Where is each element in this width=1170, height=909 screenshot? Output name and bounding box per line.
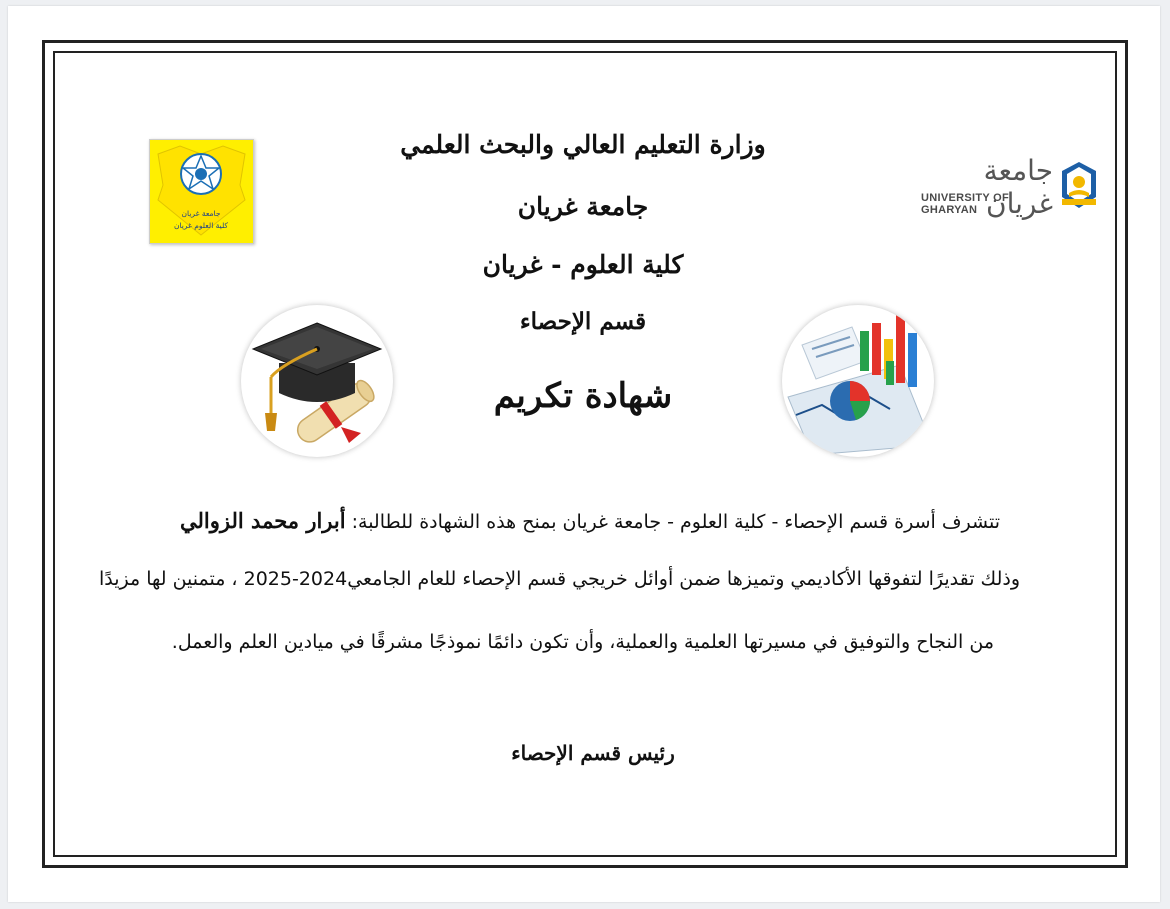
university-emblem-icon [1059, 160, 1099, 210]
ministry-title: وزارة التعليم العالي والبحث العلمي [400, 130, 766, 159]
department-title: قسم الإحصاء [519, 308, 647, 335]
certificate-body-line1 [180, 508, 1000, 533]
certificate-body-line3: من النجاح والتوفيق في مسيرتها العلمية والعملية، وأن تكون دائمًا نموذجًا مشرقًا في ميادين العلم والعمل. [171, 631, 994, 653]
university-logo-arabic: جامعة غريان [983, 154, 1053, 220]
statistics-chart-icon [782, 305, 934, 457]
certificate-page [8, 6, 1160, 902]
intro-text: تتشرف أسرة قسم الإحصاء - كلية العلوم - جامعة غريان بمنح هذه الشهادة للطالبة: [351, 511, 1000, 533]
faculty-logo [149, 139, 254, 244]
faculty-logo-line1: جامعة غريان [181, 209, 221, 218]
certificate-title: شهادة تكريم [493, 376, 673, 416]
department-head-signature: رئيس قسم الإحصاء [511, 741, 675, 765]
university-logo [921, 154, 1099, 220]
student-name: أبرار محمد الزوالي [180, 508, 346, 533]
graduation-cap-icon [241, 305, 393, 457]
university-title: جامعة غريان [517, 192, 649, 221]
faculty-emblem-icon [150, 140, 253, 243]
university-logo-english: UNIVERSITY OF GHARYAN [921, 192, 1010, 216]
faculty-title: كلية العلوم - غريان [482, 250, 684, 279]
graduation-image [241, 305, 393, 457]
statistics-image [782, 305, 934, 457]
faculty-logo-line2: كلية العلوم غريان [173, 221, 229, 230]
certificate-body-line2: وذلك تقديرًا لتفوقها الأكاديمي وتميزها ضمن أوائل خريجي قسم الإحصاء للعام الجامعي2024-2025 ، متمنين لها مزيدًا [98, 568, 1020, 590]
